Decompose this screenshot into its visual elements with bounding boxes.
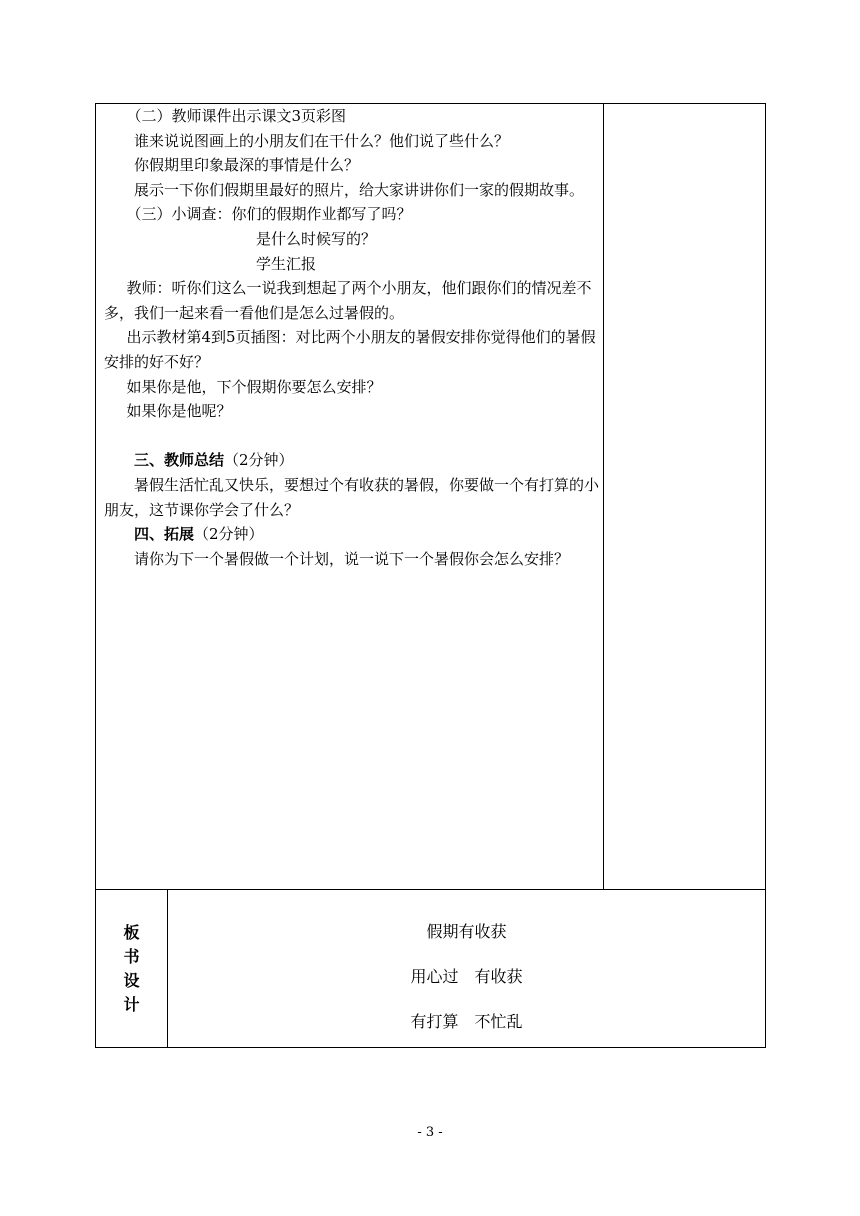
label-char: 计 <box>123 994 140 1014</box>
section-4-title: 四、拓展 <box>134 525 195 544</box>
section-4-time: （2分钟） <box>194 525 264 544</box>
page-number: - 3 - <box>417 1125 443 1140</box>
text-line: 如果你是他，下个假期你要怎么安排？ <box>126 377 382 396</box>
teaching-process-cell <box>96 104 765 889</box>
board-design-row <box>96 890 765 1047</box>
column-divider <box>603 104 604 889</box>
label-char: 板 <box>123 922 140 942</box>
text-line: 你假期里印象最深的事情是什么？ <box>134 156 360 175</box>
text-line: （二）教师课件出示课文3页彩图 <box>126 107 347 125</box>
section-3-time: （2分钟） <box>224 451 294 470</box>
board-design-label <box>96 890 167 1047</box>
blank-line <box>104 424 600 449</box>
lesson-plan-table <box>95 103 766 1048</box>
text-line: 学生汇报 <box>256 254 317 273</box>
text-line: 如果你是他呢？ <box>126 402 232 421</box>
text-line: 出示教材第4到5页插图：对比两个小朋友的暑假安排你觉得他们的暑假安排的好不好？ <box>104 328 596 371</box>
board-line-2: 有打算 不忙乱 <box>410 1012 523 1031</box>
text-line: 展示一下你们假期里最好的照片，给大家讲讲你们一家的假期故事。 <box>134 180 585 199</box>
label-char: 设 <box>123 970 140 990</box>
teaching-process-text <box>104 104 600 571</box>
section-3-body: 暑假生活忙乱又快乐，要想过个有收获的暑假，你要做一个有打算的小朋友，这节课你学会了什么？ <box>104 475 600 519</box>
text-line: 教师：听你们这么一说我到想起了两个小朋友，他们跟你们的情况差不多，我们一起来看一看他们是怎么过暑假的。 <box>104 279 592 322</box>
board-title: 假期有收获 <box>426 922 507 941</box>
text-line: （三）小调查：你们的假期作业都写了吗？ <box>126 205 412 224</box>
section-3-heading <box>104 448 600 473</box>
label-char: 书 <box>123 946 140 966</box>
text-line: 谁来说说图画上的小朋友们在干什么？他们说了些什么？ <box>134 131 510 150</box>
text-line: 是什么时候写的？ <box>256 229 377 248</box>
board-line-1: 用心过 有收获 <box>410 967 523 986</box>
board-design-content <box>168 890 765 1047</box>
section-4-heading <box>104 522 600 547</box>
section-3-title: 三、教师总结 <box>134 451 225 470</box>
section-4-body: 请你为下一个暑假做一个计划，说一说下一个暑假你会怎么安排？ <box>134 549 570 568</box>
